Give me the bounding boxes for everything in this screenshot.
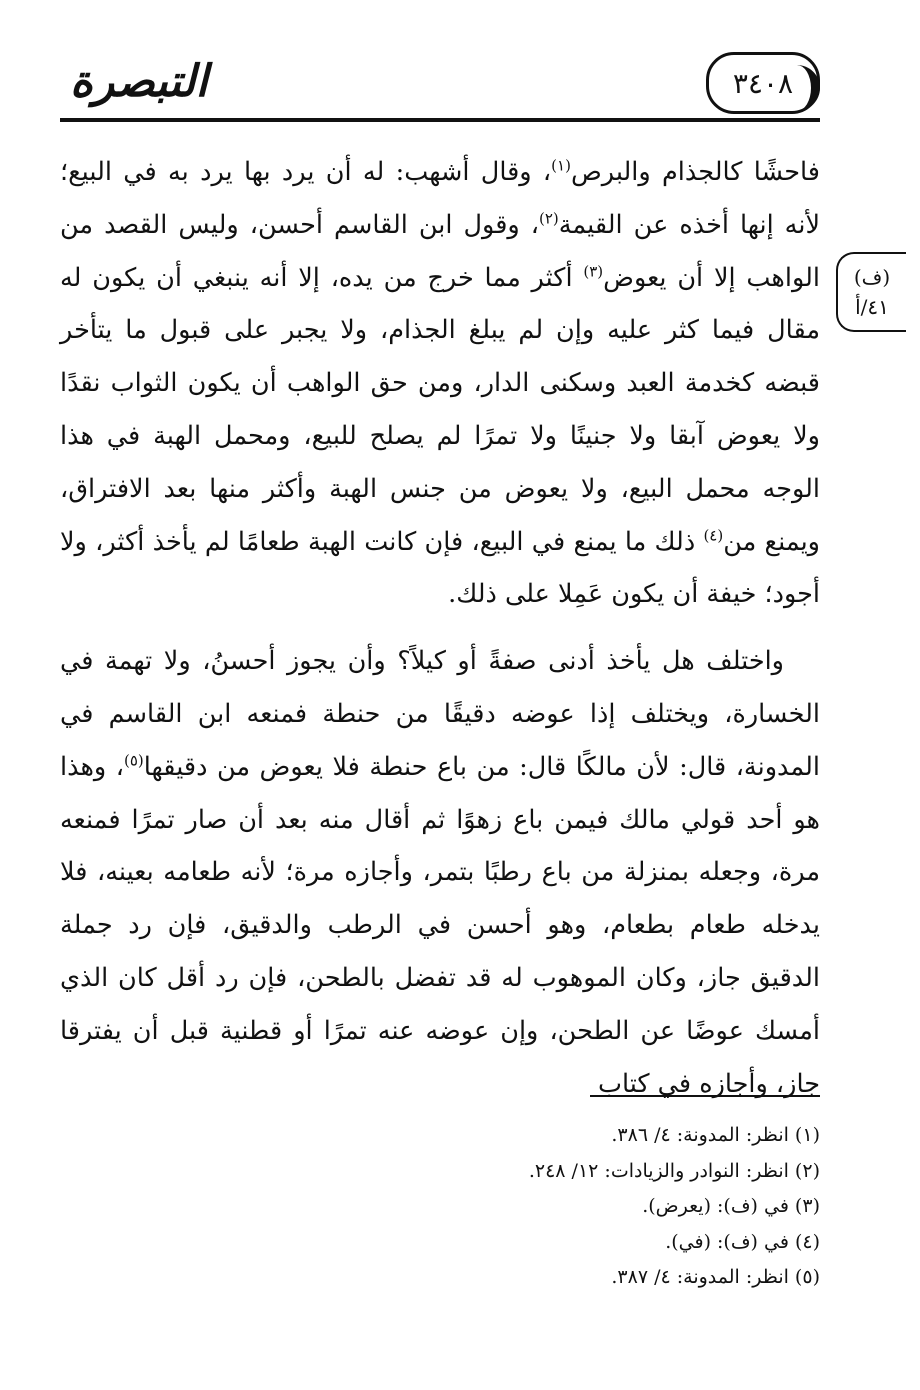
footnote: (٥) انظر: المدونة: ٤/ ٣٨٧. (611, 1266, 820, 1288)
main-text (60, 146, 820, 1110)
text-run: واختلف هل يأخذ أدنى صفةً أو كيلاً؟ وأن يجوز أحسنُ، ولا تهمة في الخسارة، ويختلف إذا عوضه دقيقًا من حنطة فمنعه ابن القاسم في المدونة، قال: لأن مالكًا قال: من باع حنطة فلا يعوض من دقيقها (60, 646, 820, 782)
footnote-marker: (٢) (538, 209, 559, 228)
page-number: ٣٤٠٨ (732, 66, 794, 100)
footnotes (400, 1118, 820, 1296)
manuscript-folio: ٤١/أ (855, 295, 889, 319)
text-run: ذلك ما يمنع في البيع، فإن كانت الهبة طعامًا لم يأخذ أكثر، ولا أجود؛ خيفة أن يكون عَمِلا على ذلك. (60, 526, 820, 610)
footnote-marker: (٥) (123, 751, 144, 770)
header-rule (60, 118, 820, 122)
footnote-marker: (٤) (703, 526, 724, 545)
footnote: (٣) في (ف): (يعرض). (642, 1195, 820, 1217)
text-run: أكثر مما خرج من يده، إلا أنه ينبغي أن يكون له مقال فيما كثر عليه وإن لم يبلغ الجذام، ولا يجبر على قبول ما يتأخر قبضه كخدمة العبد وسكنى الدار، ومن حق الواهب أن يكون الثواب نقدًا ولا يعوض آبقا ولا جنينًا ولا تمرًا لم يصلح للبيع، ومحمل الهبة في هذا الوجه محمل البيع، ولا يعوض من جنس الهبة وأكثر منها بعد الافتراق، ويمنع من (60, 262, 820, 557)
footnote: (٤) في (ف): (في). (665, 1230, 820, 1253)
manuscript-siglum: (ف) (853, 265, 891, 289)
paragraph (60, 635, 820, 1110)
manuscript-margin-note (836, 252, 906, 332)
book-title: التبصرة (70, 56, 208, 107)
footnote-separator (590, 1095, 820, 1097)
text-run: ، وهذا هو أحد قولي مالك فيمن باع زهوًا ثم أقال منه بعد أن صار تمرًا فمنعه مرة، وجعله بمنزلة من باع رطبًا بتمر، وأجازه مرة؛ لأنه طعامه بعينه، فلا يدخله طعام بطعام، وهو أحسن في الرطب والدقيق، فإن رد جملة الدقيق جاز، وكان الموهوب له قد تفضل بالطحن، فإن رد أقل كان الذي أمسك عوضًا عن الطحن، وإن عوضه عنه تمرًا أو قطنية قبل أن يفترقا جاز، وأجازه في كتاب (60, 751, 820, 1099)
page-number-badge (706, 52, 820, 114)
text-run: ، وقال أشهب: له أن يرد بها يرد به في البيع؛ لأنه إنها أخذه عن القيمة (60, 157, 820, 240)
text-run: فاحشًا كالجذام والبرص (570, 157, 820, 187)
footnote: (١) انظر: المدونة: ٤/ ٣٨٦. (611, 1124, 820, 1146)
footnote-marker: (٣) (583, 262, 604, 281)
footnote-marker: (١) (551, 156, 571, 175)
paragraph (60, 146, 820, 621)
text-run: ، وقول ابن القاسم أحسن، وليس القصد من الواهب إلا أن يعوض (60, 209, 820, 293)
footnote: (٢) انظر: النوادر والزيادات: ١٢/ ٢٤٨. (528, 1159, 820, 1182)
page-header (60, 52, 820, 132)
